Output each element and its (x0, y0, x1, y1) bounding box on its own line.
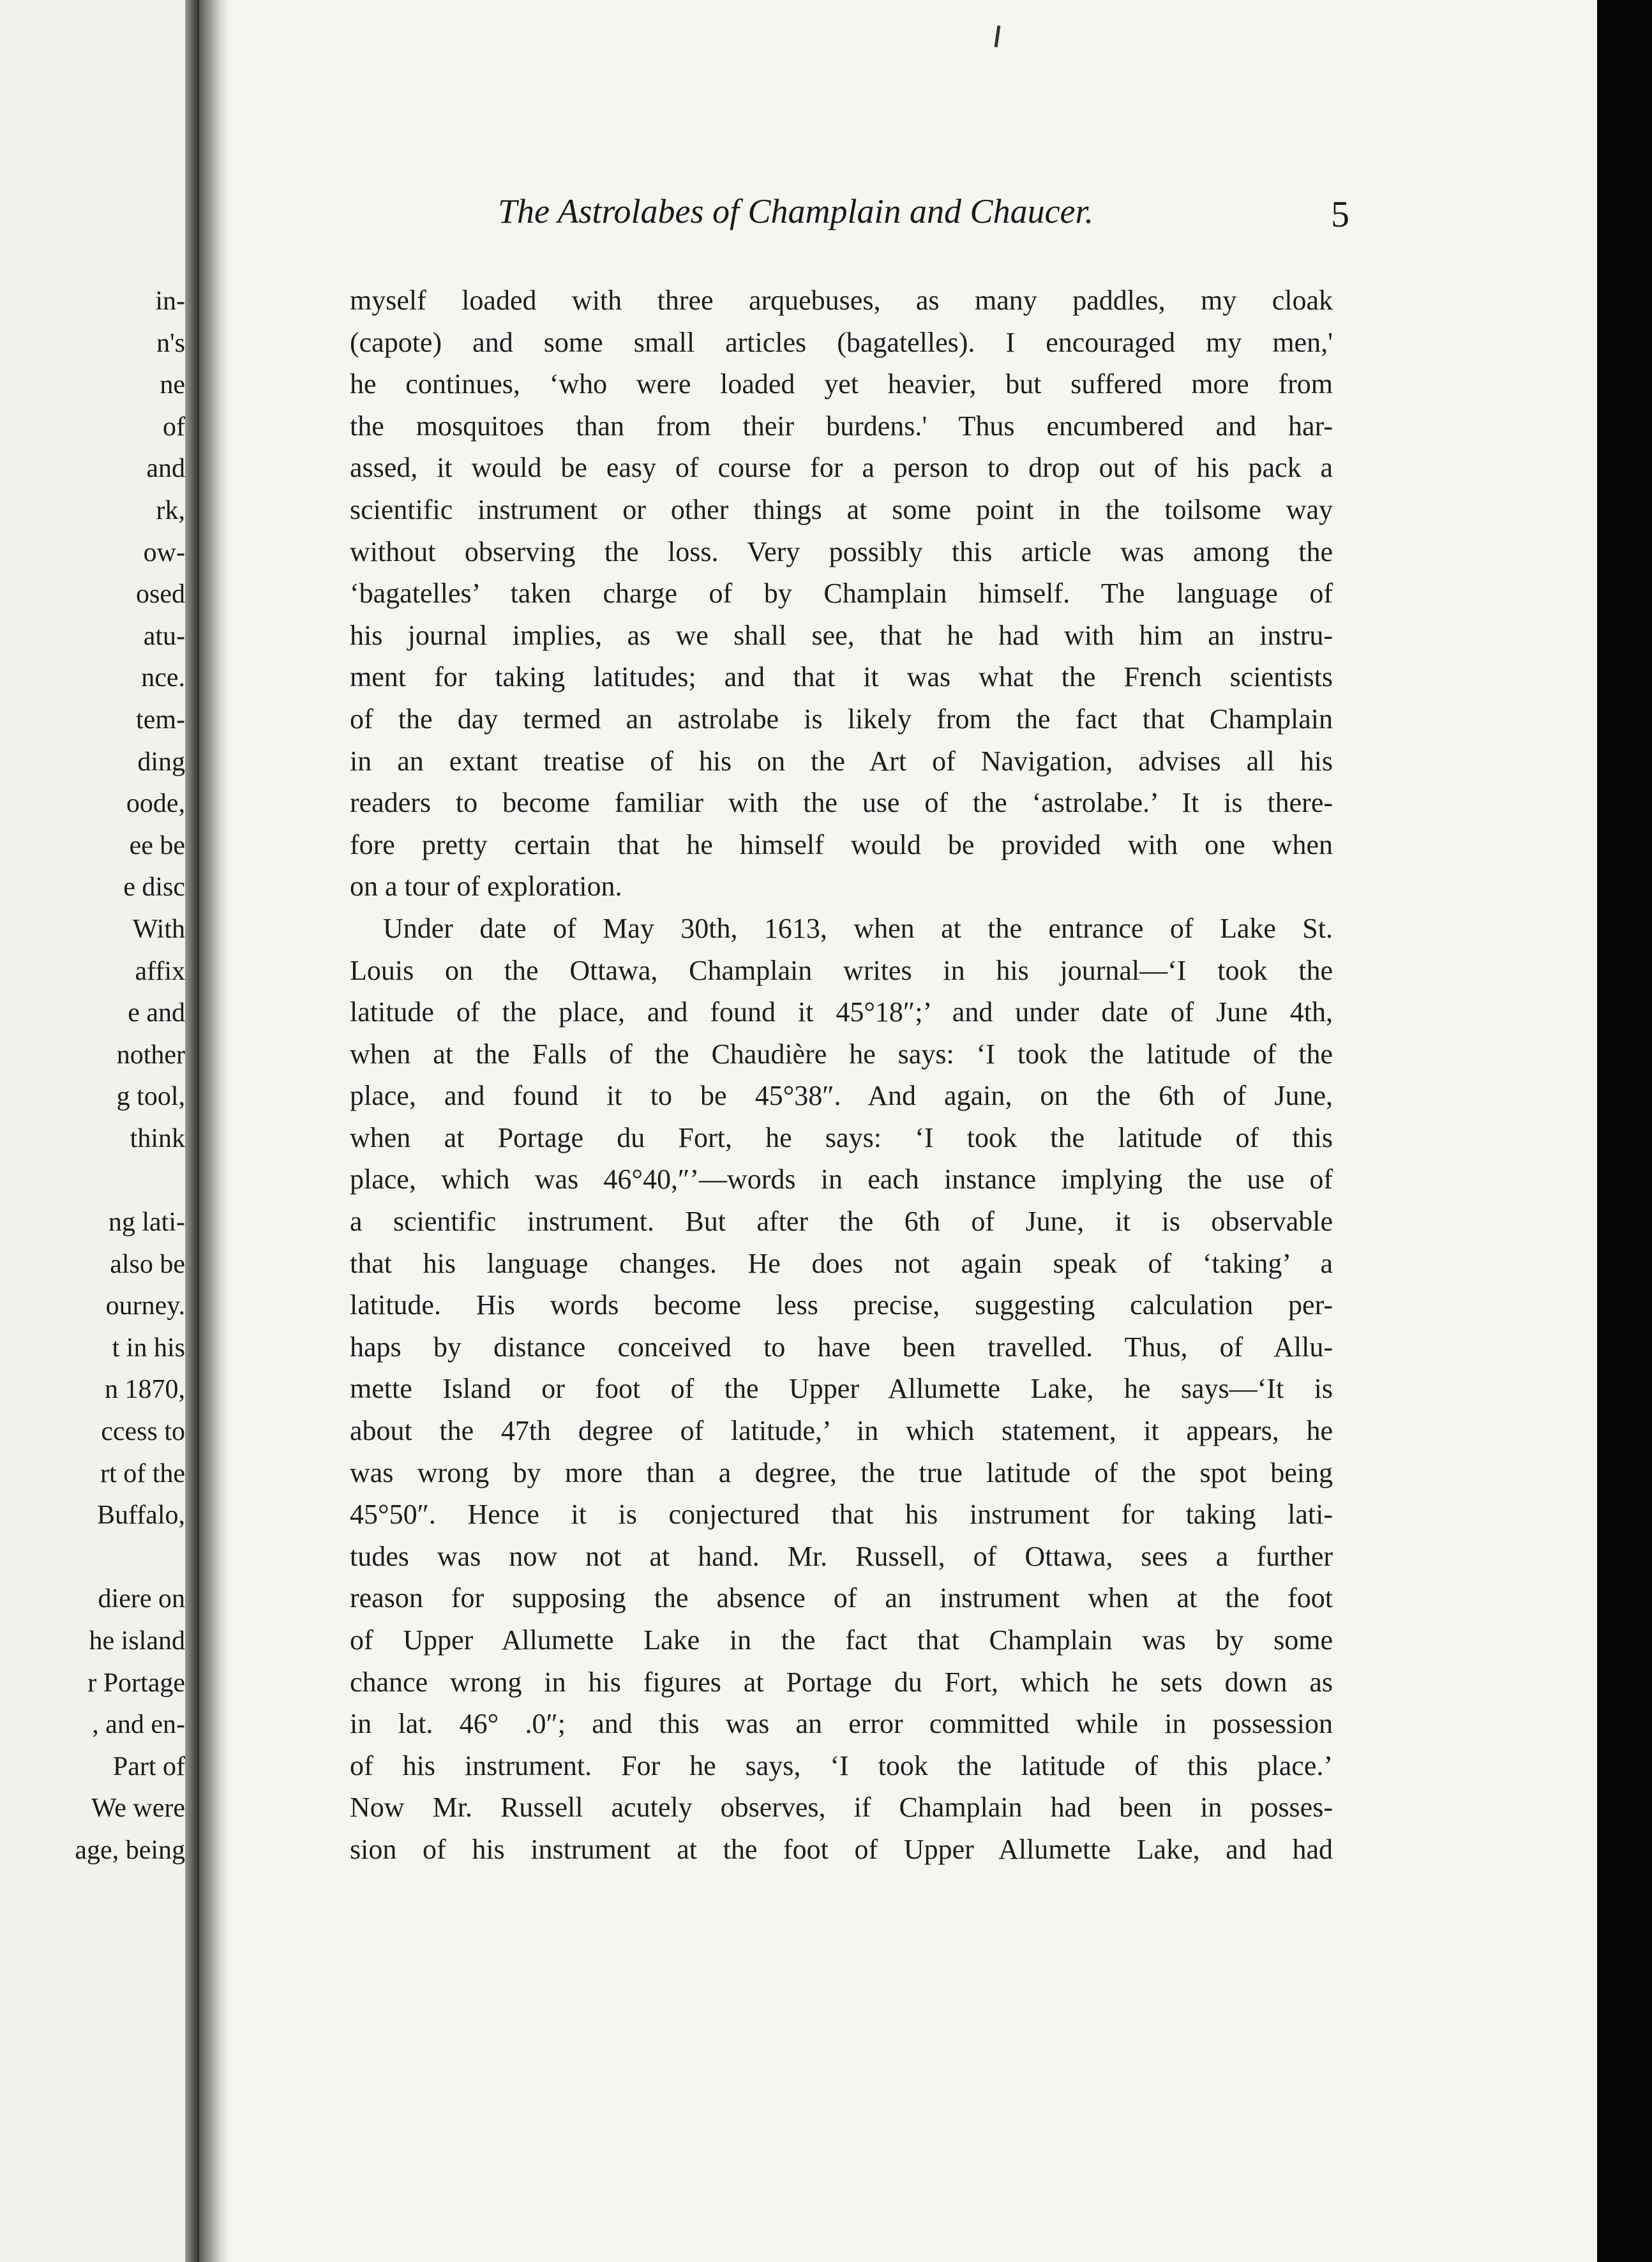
facing-page-line (0, 1537, 191, 1579)
facing-page-line: e disc (123, 873, 185, 903)
text-line: a scientific instrument. But after the 6th of June, it is observable (350, 1206, 1333, 1238)
page-number: 5 (1331, 193, 1349, 235)
facing-page-line: r Portage (87, 1668, 185, 1698)
scan-border (1597, 0, 1652, 2262)
facing-page-line: and (146, 454, 185, 484)
text-line: latitude. His words become less precise, suggesting calculation per- (350, 1289, 1333, 1321)
text-line: he continues, ‘who were loaded yet heavier, but suffered more from (350, 368, 1333, 400)
facing-page-line: also be (110, 1249, 185, 1279)
facing-page-line: n's (156, 328, 185, 358)
facing-page-line: age, being (75, 1835, 185, 1865)
facing-page-line: With (132, 914, 185, 944)
running-head: The Astrolabes of Champlain and Chaucer. (498, 192, 1094, 230)
text-line: about the 47th degree of latitude,’ in which statement, it appears, he (350, 1415, 1333, 1447)
text-line: without observing the loss. Very possibly this article was among the (350, 536, 1333, 567)
facing-page-line: ourney. (105, 1291, 185, 1321)
facing-page-line: in- (155, 287, 185, 316)
text-line: his journal implies, as we shall see, that he had with him an instru- (350, 619, 1333, 651)
facing-page (0, 0, 191, 2262)
text-line: on a tour of exploration. (350, 871, 622, 903)
facing-page-line: Part of (112, 1751, 185, 1781)
text-line: readers to become familiar with the use of the ‘astrolabe.’ It is there- (350, 787, 1333, 819)
facing-page-line: g tool, (116, 1082, 185, 1112)
facing-page-line: diere on (98, 1584, 185, 1614)
text-line: Now Mr. Russell acutely observes, if Champlain had been in posses- (350, 1792, 1333, 1824)
book-gutter (185, 0, 199, 2262)
facing-page-line: he island (89, 1626, 185, 1656)
text-line: in lat. 46° .0″; and this was an error committed while in possession (350, 1708, 1333, 1740)
text-line: mette Island or foot of the Upper Allumette Lake, he says—‘It is (350, 1373, 1333, 1405)
facing-page-line: rk, (156, 495, 185, 525)
facing-page-line: atu- (143, 621, 185, 651)
text-line: scientific instrument or other things at some point in the toilsome way (350, 493, 1333, 525)
text-line: ‘bagatelles’ taken charge of by Champlain himself. The language of (350, 578, 1333, 610)
facing-page-line: oode, (126, 789, 185, 819)
facing-page-line: osed (136, 580, 185, 610)
facing-page-line: e and (128, 998, 185, 1028)
text-line: chance wrong in his figures at Portage du Fort, which he sets down as (350, 1666, 1333, 1698)
text-line: that his language changes. He does not again speak of ‘taking’ a (350, 1247, 1333, 1279)
text-line: 45°50″. Hence it is conjectured that his instrument for taking lati- (350, 1499, 1333, 1531)
facing-page-line: ow- (143, 537, 185, 567)
facing-page-line: We were (91, 1794, 185, 1824)
text-line: tudes was now not at hand. Mr. Russell, of Ottawa, sees a further (350, 1540, 1333, 1572)
facing-page-line: of (163, 412, 185, 442)
text-line: of his instrument. For he says, ‘I took the latitude of this place.’ (350, 1749, 1333, 1781)
facing-page-line: nother (116, 1040, 185, 1070)
text-line: myself loaded with three arquebuses, as many paddles, my cloak (350, 285, 1333, 316)
text-line: sion of his instrument at the foot of Upper Allumette Lake, and had (350, 1833, 1333, 1865)
page-gutter-shadow (199, 0, 230, 2262)
text-line: (capote) and some small articles (bagatelles). I encouraged my men,' (350, 326, 1333, 358)
facing-page-line: ne (160, 370, 185, 400)
text-line: of Upper Allumette Lake in the fact that Champlain was by some (350, 1624, 1333, 1656)
text-line: reason for supposing the absence of an instrument when at the foot (350, 1582, 1333, 1614)
facing-page-line: tem- (136, 705, 185, 735)
text-line: was wrong by more than a degree, the true latitude of the spot being (350, 1457, 1333, 1488)
facing-page-line: rt of the (100, 1458, 185, 1488)
facing-page-line: n 1870, (105, 1375, 185, 1405)
text-line: the mosquitoes than from their burdens.' Thus encumbered and har- (350, 410, 1333, 442)
facing-page-line: affix (135, 956, 185, 986)
text-line: when at Portage du Fort, he says: ‘I took the latitude of this (350, 1121, 1333, 1153)
text-line: in an extant treatise of his on the Art of Navigation, advises all his (350, 745, 1333, 777)
text-line: place, and found it to be 45°38″. And again, on the 6th of June, (350, 1080, 1333, 1112)
facing-page-line (0, 1160, 191, 1202)
facing-page-line: ee be (129, 830, 185, 860)
facing-page-line: ding (137, 747, 185, 777)
facing-page-line: ng lati- (108, 1208, 185, 1238)
text-line: latitude of the place, and found it 45°18″;’ and under date of June 4th, (350, 996, 1333, 1028)
text-line: haps by distance conceived to have been travelled. Thus, of Allu- (350, 1331, 1333, 1363)
facing-page-line: , and en- (92, 1710, 185, 1740)
facing-page-line: think (130, 1123, 185, 1153)
facing-page-line: nce. (141, 663, 185, 693)
text-line: Louis on the Ottawa, Champlain writes in his journal—‘I took the (350, 954, 1333, 986)
body-text (350, 280, 1333, 1871)
text-line: ment for taking latitudes; and that it was what the French scientists (350, 661, 1333, 693)
text-line: Under date of May 30th, 1613, when at the entrance of Lake St. (383, 912, 1333, 944)
facing-page-line: t in his (112, 1333, 185, 1363)
facing-page-line: Buffalo, (96, 1501, 185, 1531)
facing-page-line: ccess to (101, 1417, 185, 1447)
text-line: place, which was 46°40,″’—words in each instance implying the use of (350, 1164, 1333, 1195)
text-line: fore pretty certain that he himself would be provided with one when (350, 828, 1333, 860)
text-line: assed, it would be easy of course for a person to drop out of his pack a (350, 452, 1333, 484)
facing-page-text (0, 281, 191, 1872)
text-line: of the day termed an astrolabe is likely from the fact that Champlain (350, 703, 1333, 735)
text-line: when at the Falls of the Chaudière he says: ‘I took the latitude of the (350, 1038, 1333, 1070)
